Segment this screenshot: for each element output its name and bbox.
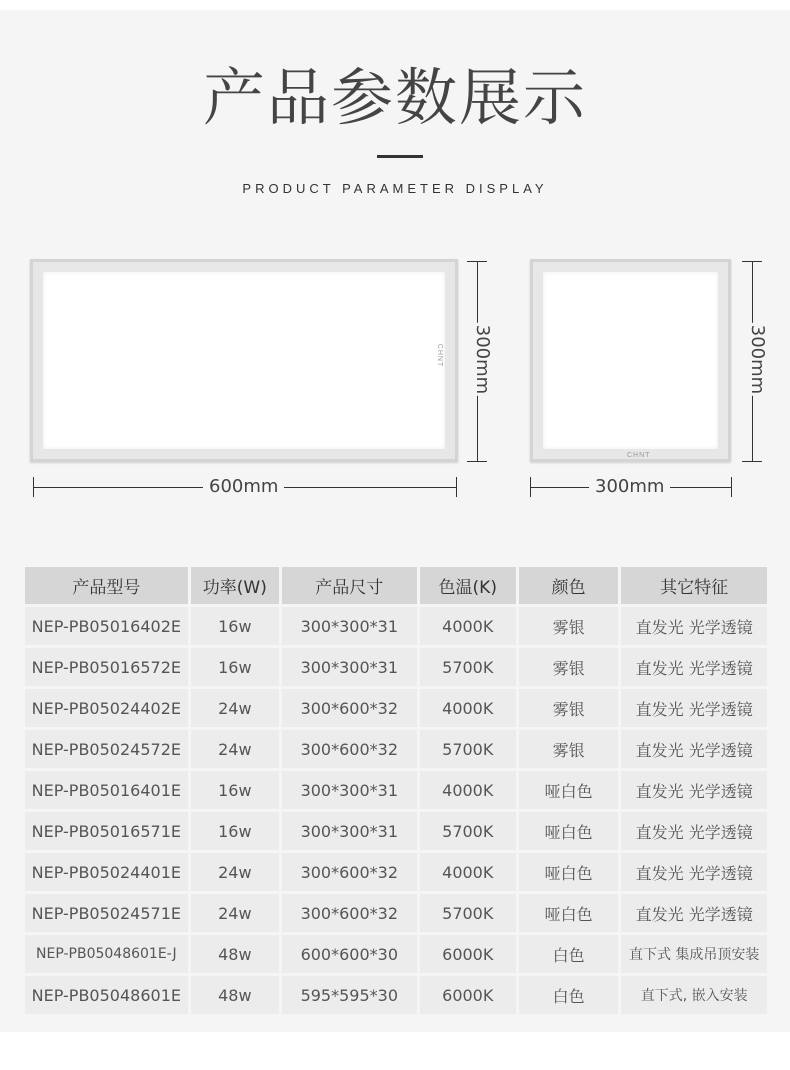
small-panel-face	[543, 272, 718, 449]
cell-power: 48w	[191, 976, 279, 1014]
cell-features: 直发光 光学透镜	[621, 812, 767, 850]
cell-color: 哑白色	[519, 812, 618, 850]
cell-model: NEP-PB05016402E	[25, 607, 188, 645]
cell-features: 直发光 光学透镜	[621, 648, 767, 686]
small-height-label: 300mm	[747, 324, 769, 395]
header-features: 其它特征	[621, 567, 767, 604]
cell-model: NEP-PB05024402E	[25, 689, 188, 727]
small-height-tick-bottom	[742, 461, 762, 462]
cell-color-temp: 5700K	[420, 812, 516, 850]
cell-color-temp: 6000K	[420, 976, 516, 1014]
cell-color: 雾银	[519, 730, 618, 768]
cell-power: 48w	[191, 935, 279, 973]
cell-size: 300*300*31	[282, 771, 417, 809]
small-width-label: 300mm	[589, 476, 670, 498]
header-power: 功率(W)	[191, 567, 279, 604]
cell-size: 300*300*31	[282, 812, 417, 850]
table-header-row	[25, 567, 767, 604]
cell-size: 300*600*32	[282, 730, 417, 768]
cell-color-temp: 5700K	[420, 894, 516, 932]
table-row	[25, 894, 767, 932]
table-row	[25, 976, 767, 1014]
large-width-label: 600mm	[203, 476, 284, 498]
cell-color: 哑白色	[519, 894, 618, 932]
cell-features: 直发光 光学透镜	[621, 771, 767, 809]
cell-size: 300*300*31	[282, 607, 417, 645]
cell-color-temp: 4000K	[420, 607, 516, 645]
page-background	[0, 10, 790, 1032]
large-height-label: 300mm	[472, 324, 494, 395]
cell-model: NEP-PB05024401E	[25, 853, 188, 891]
table-row	[25, 771, 767, 809]
large-panel-brand-logo: CHNT	[435, 343, 443, 368]
cell-size: 300*600*32	[282, 853, 417, 891]
cell-power: 24w	[191, 689, 279, 727]
cell-features: 直下式, 嵌入安装	[621, 976, 767, 1014]
cell-features: 直发光 光学透镜	[621, 853, 767, 891]
cell-power: 24w	[191, 894, 279, 932]
cell-model: NEP-PB05048601E	[25, 976, 188, 1014]
cell-color: 白色	[519, 935, 618, 973]
cell-model: NEP-PB05048601E-J	[25, 935, 188, 973]
title-divider	[377, 155, 423, 158]
large-panel-image	[30, 259, 458, 462]
cell-color: 雾银	[519, 689, 618, 727]
cell-power: 16w	[191, 771, 279, 809]
small-panel-image	[530, 259, 731, 462]
header-size: 产品尺寸	[282, 567, 417, 604]
table-row	[25, 853, 767, 891]
cell-model: NEP-PB05024571E	[25, 894, 188, 932]
cell-size: 300*600*32	[282, 894, 417, 932]
cell-color: 白色	[519, 976, 618, 1014]
table-row	[25, 607, 767, 645]
cell-color: 雾银	[519, 607, 618, 645]
cell-features: 直发光 光学透镜	[621, 894, 767, 932]
cell-power: 16w	[191, 607, 279, 645]
cell-color-temp: 5700K	[420, 648, 516, 686]
large-panel-face	[43, 272, 445, 449]
cell-color: 哑白色	[519, 771, 618, 809]
cell-power: 24w	[191, 853, 279, 891]
large-height-tick-bottom	[467, 461, 487, 462]
cell-model: NEP-PB05024572E	[25, 730, 188, 768]
page-title: 产品参数展示	[202, 61, 587, 134]
cell-features: 直发光 光学透镜	[621, 607, 767, 645]
spec-table	[22, 564, 770, 1017]
cell-size: 600*600*30	[282, 935, 417, 973]
page-subtitle: PRODUCT PARAMETER DISPLAY	[242, 181, 548, 196]
header-model: 产品型号	[25, 567, 188, 604]
cell-model: NEP-PB05016571E	[25, 812, 188, 850]
small-panel-brand-logo: CHNT	[627, 452, 651, 459]
table-row	[25, 689, 767, 727]
cell-color: 雾银	[519, 648, 618, 686]
header-color: 颜色	[519, 567, 618, 604]
cell-size: 300*600*32	[282, 689, 417, 727]
table-row	[25, 648, 767, 686]
cell-power: 24w	[191, 730, 279, 768]
cell-features: 直下式 集成吊顶安装	[621, 935, 767, 973]
cell-color-temp: 4000K	[420, 771, 516, 809]
cell-power: 16w	[191, 812, 279, 850]
cell-model: NEP-PB05016401E	[25, 771, 188, 809]
header-color-temp: 色温(K)	[420, 567, 516, 604]
cell-size: 595*595*30	[282, 976, 417, 1014]
cell-features: 直发光 光学透镜	[621, 730, 767, 768]
cell-power: 16w	[191, 648, 279, 686]
table-row	[25, 812, 767, 850]
cell-color-temp: 4000K	[420, 689, 516, 727]
cell-color-temp: 6000K	[420, 935, 516, 973]
cell-model: NEP-PB05016572E	[25, 648, 188, 686]
table-row	[25, 935, 767, 973]
table-row	[25, 730, 767, 768]
cell-features: 直发光 光学透镜	[621, 689, 767, 727]
cell-color-temp: 4000K	[420, 853, 516, 891]
cell-color-temp: 5700K	[420, 730, 516, 768]
cell-size: 300*300*31	[282, 648, 417, 686]
cell-color: 哑白色	[519, 853, 618, 891]
